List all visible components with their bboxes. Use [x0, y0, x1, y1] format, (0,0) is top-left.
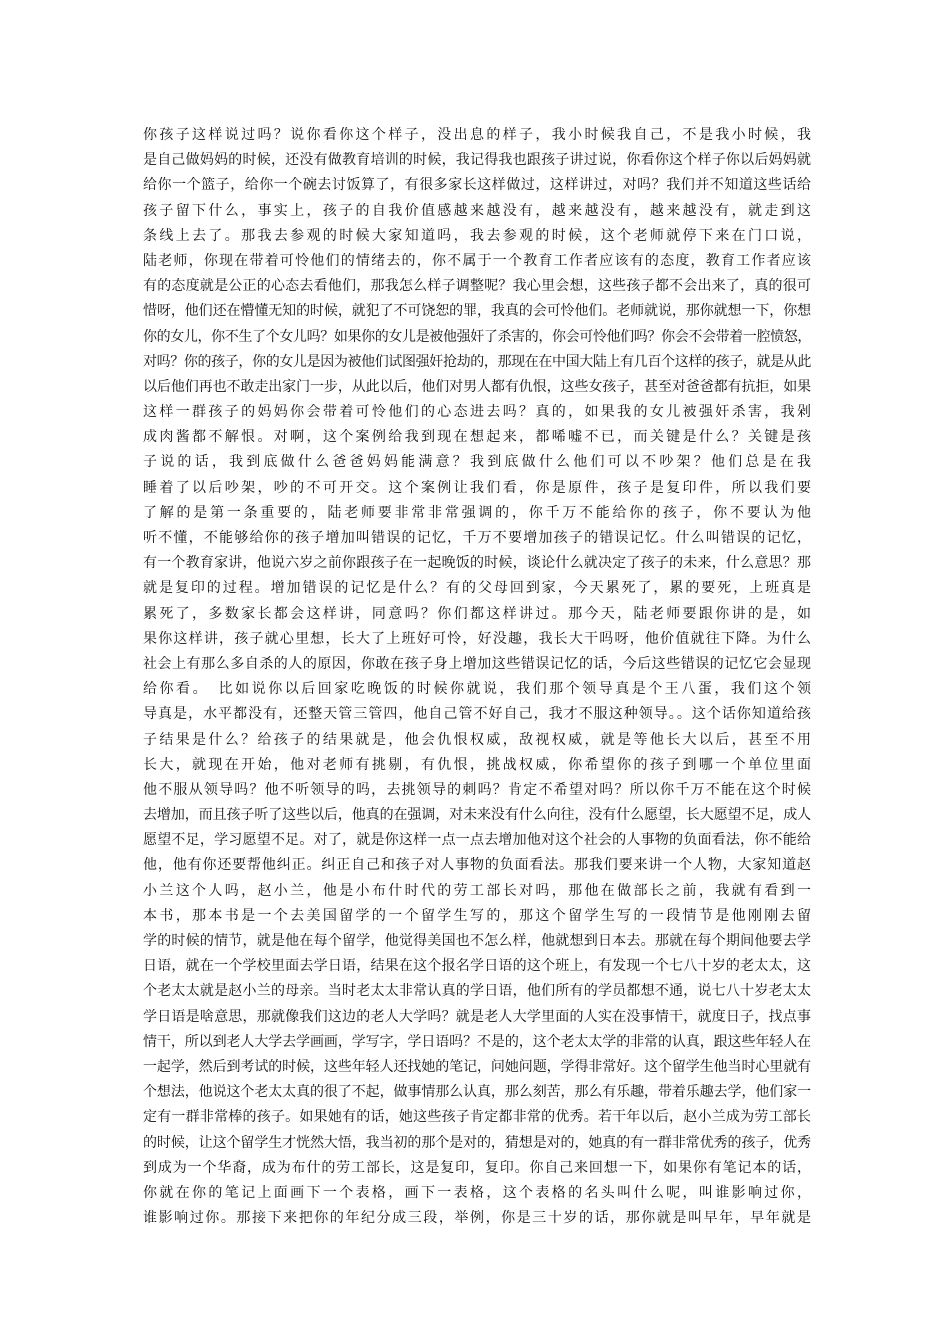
text-line: 小兰这个人吗，赵小兰，他是小布什时代的劳工部长对吗，那他在做部长之前，我就有看到一 — [143, 882, 811, 899]
text-line: 他不服从领导吗？他不听领导的吗，去挑领导的刺吗？肯定不希望对吗？所以你千万不能在这个时候 — [143, 781, 811, 798]
text-line: 长大，就现在开始，他对老师有挑剔，有仇恨，挑战权威，你希望你的孩子到哪一个单位里面 — [143, 756, 811, 773]
text-line: 你就在你的笔记上面画下一个表格，画下一表格，这个表格的名头叫什么呢，叫谁影响过你， — [143, 1184, 811, 1201]
text-line: 这样一群孩子的妈妈你会带着可怜他们的心态进去吗？真的，如果我的女儿被强奸杀害，我剁 — [143, 404, 811, 421]
text-line: 愿望不足，学习愿望不足。对了，就是你这样一点一点去增加他对这个社会的人事物的负面看法，你不能给 — [143, 832, 811, 849]
text-line: 睡着了以后吵架，吵的不可开交。这个案例让我们看，你是原件，孩子是复印件，所以我们要 — [143, 479, 811, 496]
text-line: 对吗？你的孩子，你的女儿是因为被他们试图强奸抢劫的，那现在在中国大陆上有几百个这样的孩子，就是从此 — [143, 353, 811, 370]
text-line: 个想法，他说这个老太太真的很了不起，做事情那么认真，那么刻苦，那么有乐趣，带着乐趣去学，他们家一 — [143, 1084, 811, 1101]
text-line: 有一个教育家讲，他说六岁之前你跟孩子在一起晚饭的时候，谈论什么就决定了孩子的未来，什么意思？那 — [143, 555, 811, 572]
text-line: 条线上去了。那我去参观的时候大家知道吗，我去参观的时候，这个老师就停下来在门口说， — [143, 227, 811, 244]
text-line: 了解的是第一条重要的，陆老师要非常非常强调的，你千万不能给你的孩子，你不要认为他 — [143, 504, 811, 521]
text-line: 就是复印的过程。增加错误的记忆是什么？有的父母回到家，今天累死了，累的要死，上班真是 — [143, 580, 811, 597]
text-line: 果你这样讲，孩子就心里想，长大了上班好可怜，好没趣，我长大干吗呀，他价值就往下降。为什么 — [143, 630, 811, 647]
text-line: 日语，就在一个学校里面去学日语，结果在这个报名学日语的这个班上，有发现一个七八十岁的老太太，这 — [143, 958, 811, 975]
text-line: 惜呀，他们还在懵懂无知的时候，就犯了不可饶恕的罪，我真的会可怜他们。老师就说，那你就想一下，你想 — [143, 303, 811, 320]
text-line: 个老太太就是赵小兰的母亲。当时老太太非常认真的学日语，他们所有的学员都想不通，说七八十岁老太太 — [143, 983, 811, 1000]
text-line: 谁影响过你。那接下来把你的年纪分成三段，举例，你是三十岁的话，那你就是叫早年，早年就是 — [143, 1210, 811, 1227]
text-line: 去增加，而且孩子听了这些以后，他真的在强调，对未来没有什么向往，没有什么愿望，长大愿望不足，成人 — [143, 807, 811, 824]
text-line: 陆老师，你现在带着可怜他们的情绪去的，你不属于一个教育工作者应该有的态度，教育工作者应该 — [143, 252, 811, 269]
text-line: 导真是，水平都没有，还整天管三管四，他自己管不好自己，我才不服这种领导。。这个话你知道给孩 — [143, 706, 811, 723]
text-line: 累死了，多数家长都会这样讲，同意吗？你们都这样讲过。那今天，陆老师要跟你讲的是，如 — [143, 605, 811, 622]
text-line: 学的时候的情节，就是他在每个留学，他觉得美国也不怎么样，他就想到日本去。那就在每个期间他要去学 — [143, 933, 811, 949]
text-line: 定有一群非常棒的孩子。如果她有的话，她这些孩子肯定都非常的优秀。若干年以后，赵小兰成为劳工部长 — [143, 1109, 811, 1126]
text-line: 一起学，然后到考试的时候，这些年轻人还找她的笔记，问她问题，学得非常好。这个留学生他当时心里就有 — [143, 1058, 811, 1075]
text-line: 你孩子这样说过吗？说你看你这个样子，没出息的样子，我小时候我自己，不是我小时候，我 — [143, 127, 811, 143]
text-line: 的时候，让这个留学生才恍然大悟，我当初的那个是对的，猜想是对的，她真的有一群非常优秀的孩子，优秀 — [143, 1134, 811, 1151]
body-text — [143, 123, 811, 1231]
text-line: 学日语是啥意思，那就像我们这边的老人大学吗？就是老人大学里面的人实在没事情干，就度日子，找点事 — [143, 1008, 811, 1025]
text-line: 到成为一个华裔，成为布什的劳工部长，这是复印，复印。你自己来回想一下，如果你有笔记本的话， — [143, 1159, 811, 1176]
text-line: 社会上有那么多自杀的人的原因，你敢在孩子身上增加这些错误记忆的话，今后这些错误的记忆它会显现 — [143, 655, 811, 672]
text-line: 子结果是什么？给孩子的结果就是，他会仇恨权威，敌视权威，就是等他长大以后，甚至不用 — [143, 731, 811, 748]
text-line: 以后他们再也不敢走出家门一步，从此以后，他们对男人都有仇恨，这些女孩子，甚至对爸爸都有抗拒，如果 — [143, 378, 811, 395]
text-line: 听不懂，不能够给你的孩子增加叫错误的记忆，千万不要增加孩子的错误记忆。什么叫错误的记忆， — [143, 530, 811, 546]
text-line: 有的态度就是公正的心态去看他们，那我怎么样子调整呢？我心里会想，这些孩子都不会出来了，真的很可 — [143, 278, 811, 295]
text-line: 是自己做妈妈的时候，还没有做教育培训的时候，我记得我也跟孩子讲过说，你看你这个样子你以后妈妈就 — [143, 152, 811, 169]
text-line: 成肉酱都不解恨。对啊，这个案例给我到现在想起来，都唏嘘不已，而关键是什么？关键是孩 — [143, 429, 811, 446]
text-line: 情干，所以到老人大学去学画画，学写字，学日语吗？不是的，这个老太太学的非常的认真，跟这些年轻人在 — [143, 1033, 811, 1050]
text-line: 本书，那本书是一个去美国留学的一个留学生写的，那这个留学生写的一段情节是他刚刚去留 — [143, 907, 811, 924]
text-line: 你的女儿，你不生了个女儿吗？如果你的女儿是被他强奸了杀害的，你会可怜他们吗？你会不会带着一腔愤怒， — [143, 328, 811, 345]
text-line: 孩子留下什么，事实上，孩子的自我价值感越来越没有，越来越没有，越来越没有，就走到这 — [143, 202, 811, 219]
text-line: 子说的话，我到底做什么爸爸妈妈能满意？我到底做什么他们可以不吵架？他们总是在我 — [143, 454, 811, 471]
text-line: 给你看。 比如说你以后回家吃晚饭的时候你就说，我们那个领导真是个王八蛋，我们这个领 — [143, 681, 811, 698]
text-line: 给你一个篮子，给你一个碗去讨饭算了，有很多家长这样做过，这样讲过，对吗？我们并不知道这些话给 — [143, 177, 811, 194]
text-line: 他，他有你还要帮他纠正。纠正自己和孩子对人事物的负面看法。那我们要来讲一个人物，大家知道赵 — [143, 857, 811, 874]
